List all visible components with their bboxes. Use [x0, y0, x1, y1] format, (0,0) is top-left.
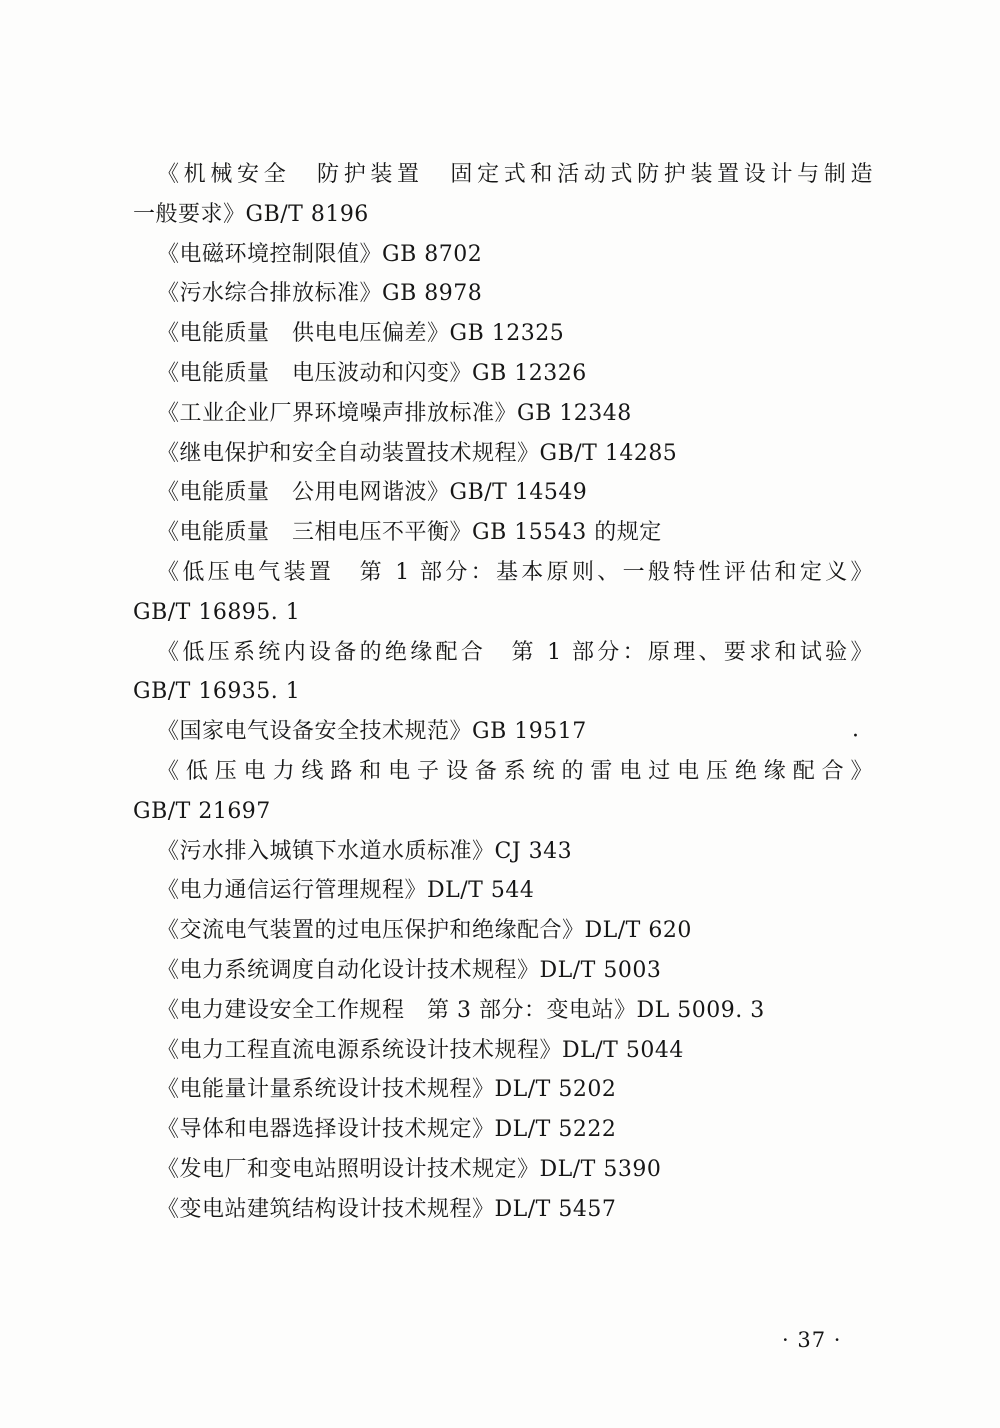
reference-item-continuation: GB/T 21697 [133, 798, 271, 824]
reference-item: 《机械安全 防护装置 固定式和活动式防护装置设计与制造 [157, 162, 873, 187]
reference-item: 《电能量计量系统设计技术规程》DL/T 5202 [157, 1077, 617, 1103]
reference-item: 《低压系统内设备的绝缘配合 第 1 部分：原理、要求和试验》 [157, 639, 873, 665]
reference-list [133, 155, 873, 1230]
reference-item: 《电能质量 公用电网谐波》GB/T 14549 [157, 480, 588, 506]
reference-item: 《电力通信运行管理规程》DL/T 544 [157, 878, 535, 904]
reference-item: 《继电保护和安全自动装置技术规程》GB/T 14285 [157, 440, 678, 466]
reference-item: 《导体和电器选择设计技术规定》DL/T 5222 [157, 1117, 617, 1143]
reference-item-continuation: GB/T 16895. 1 [133, 599, 301, 625]
reference-item: 《工业企业厂界环境噪声排放标准》GB 12348 [157, 400, 632, 426]
page-number: · 37 · [782, 1328, 842, 1352]
reference-item: 《电能质量 电压波动和闪变》GB 12326 [157, 360, 587, 386]
reference-item: 《低压电力线路和电子设备系统的雷电过电压绝缘配合》 [157, 758, 873, 784]
reference-item-continuation: GB/T 16935. 1 [133, 679, 301, 705]
reference-item: 《变电站建筑结构设计技术规程》DL/T 5457 [157, 1196, 617, 1222]
reference-item: 《电力系统调度自动化设计技术规程》DL/T 5003 [157, 957, 662, 983]
reference-item: 《低压电气装置 第 1 部分：基本原则、一般特性评估和定义》 [157, 559, 873, 585]
reference-item: 《电磁环境控制限值》GB 8702 [157, 241, 483, 267]
reference-item: 《电能质量 三相电压不平衡》GB 15543 的规定 [157, 520, 662, 546]
reference-item-continuation: 一般要求》GB/T 8196 [133, 201, 369, 227]
reference-item: 《电力建设安全工作规程 第 3 部分：变电站》DL 5009. 3 [157, 997, 765, 1023]
stray-dot-mark: · [852, 724, 859, 749]
reference-item: 《电力工程直流电源系统设计技术规程》DL/T 5044 [157, 1037, 684, 1063]
reference-item: 《电能质量 供电电压偏差》GB 12325 [157, 321, 565, 347]
reference-item: 《国家电气设备安全技术规范》GB 19517 [157, 719, 587, 745]
reference-item: 《发电厂和变电站照明设计技术规定》DL/T 5390 [157, 1156, 662, 1182]
reference-item: 《污水综合排放标准》GB 8978 [157, 281, 483, 307]
reference-item: 《污水排入城镇下水道水质标准》CJ 343 [157, 838, 573, 864]
reference-item: 《交流电气装置的过电压保护和绝缘配合》DL/T 620 [157, 918, 692, 944]
